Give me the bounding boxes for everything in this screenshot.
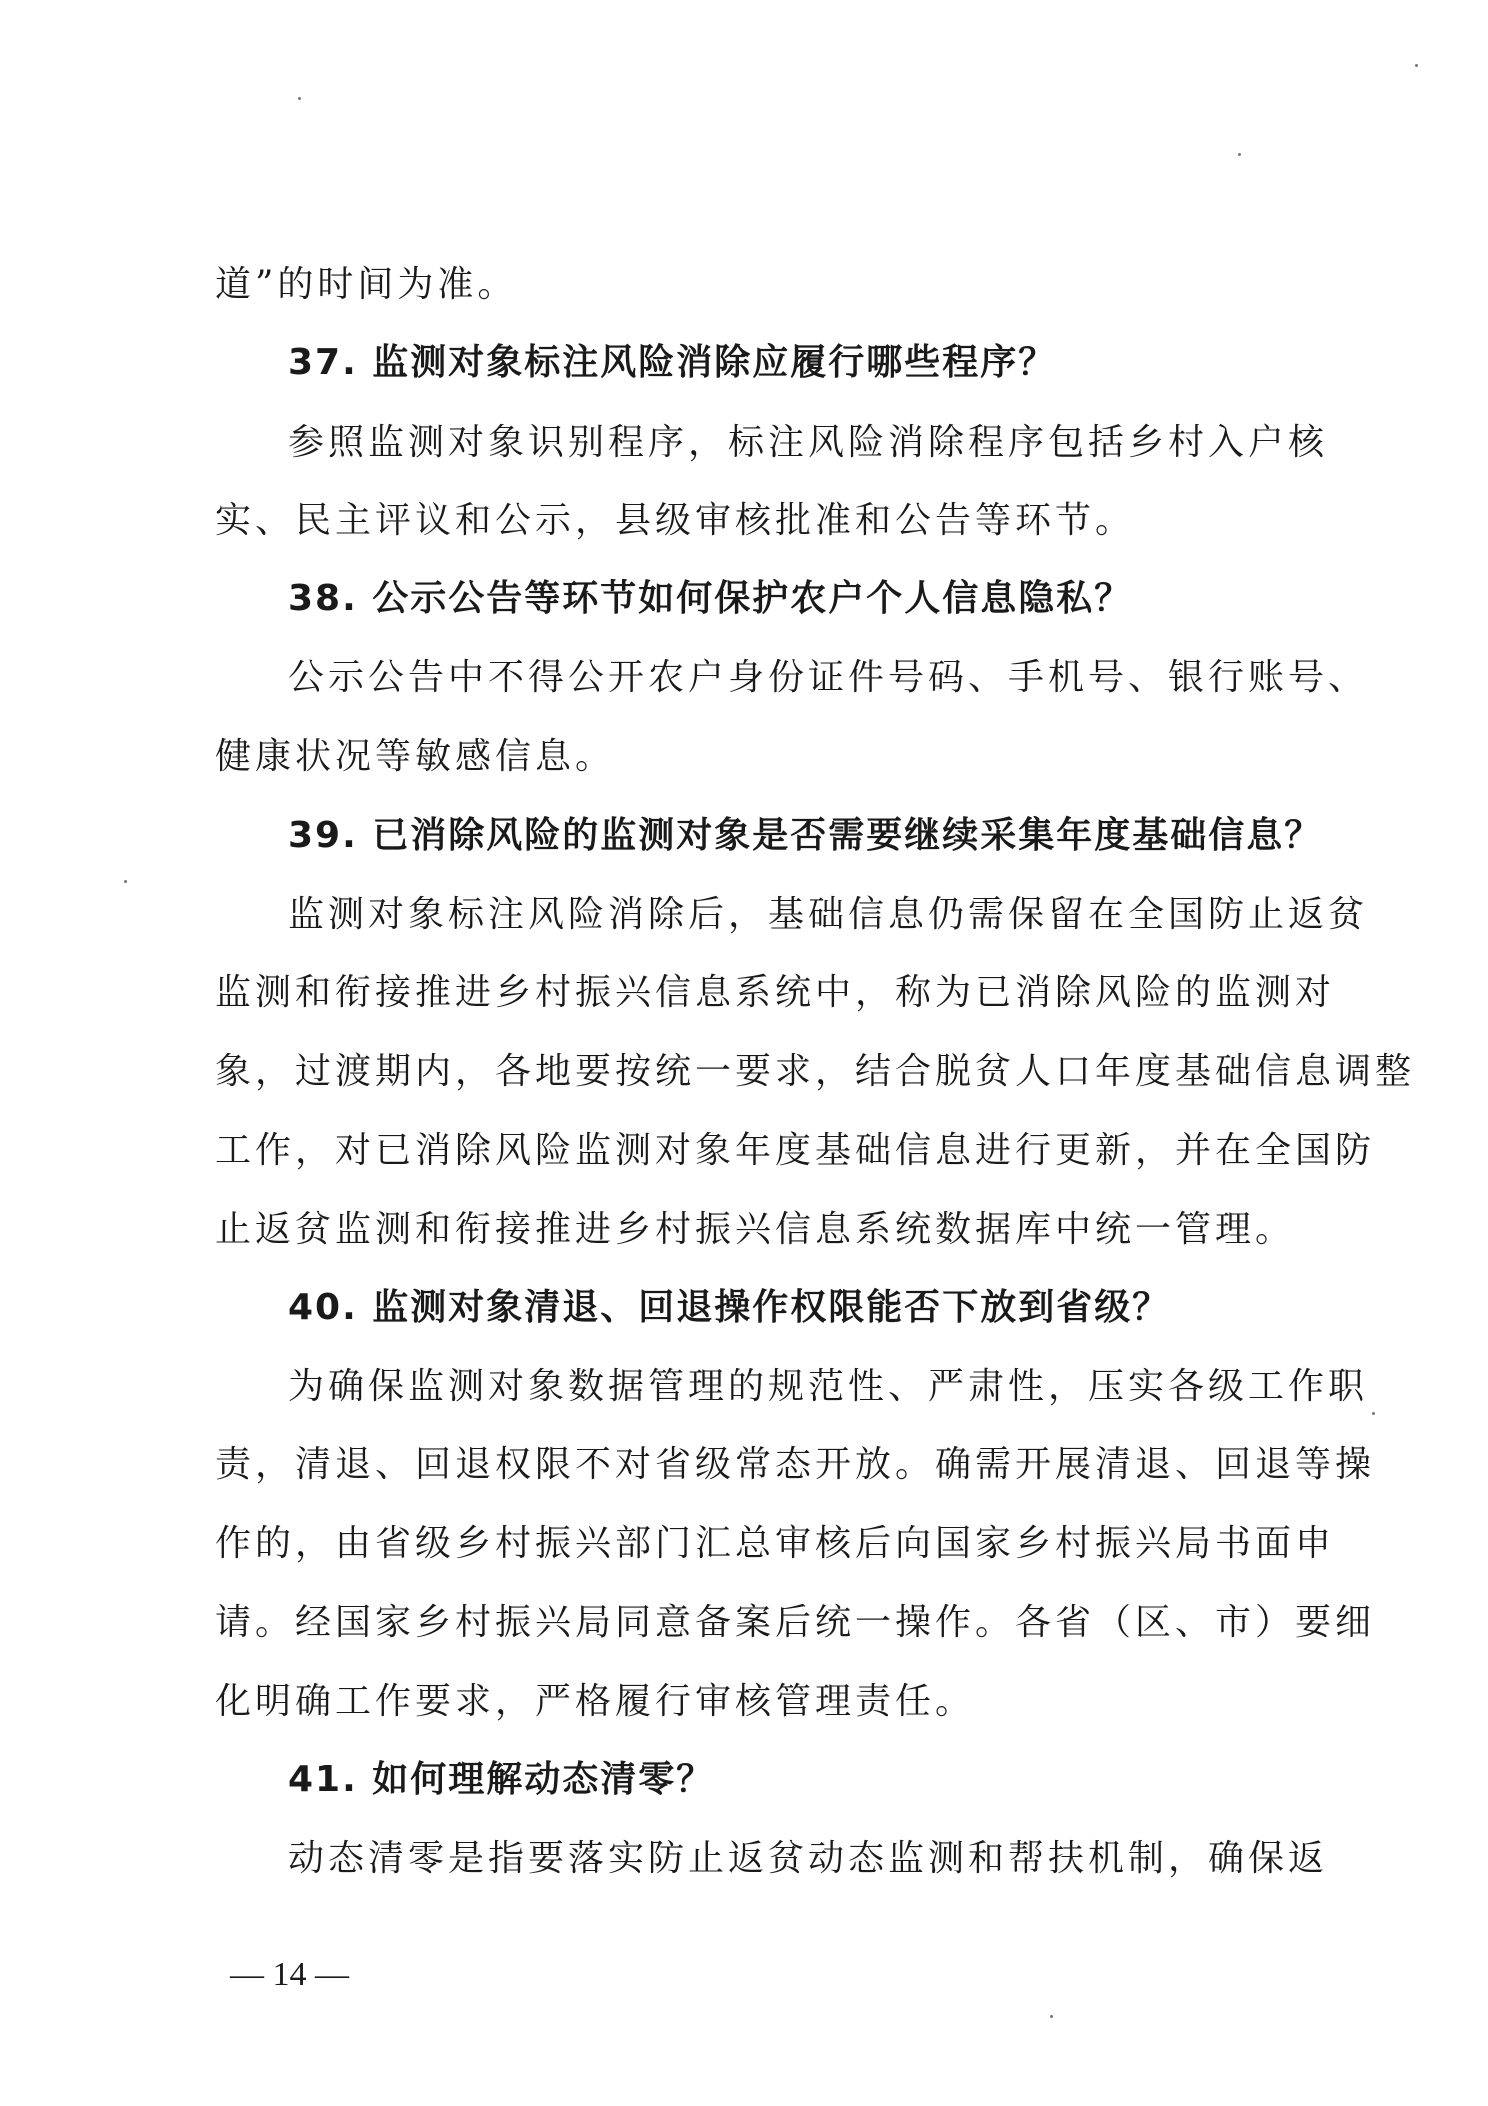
body-text-line: 监测对象标注风险消除后，基础信息仍需保留在全国防止返贫 (288, 894, 1369, 935)
body-text-line: 为确保监测对象数据管理的规范性、严肃性，压实各级工作职 (288, 1366, 1369, 1407)
question-heading-39: 39. 已消除风险的监测对象是否需要继续采集年度基础信息？ (288, 815, 1323, 856)
question-heading-38: 38. 公示公告等环节如何保护农户个人信息隐私？ (288, 578, 1133, 619)
page-number: — 14 — (230, 1956, 349, 1993)
body-text-line: 动态清零是指要落实防止返贫动态监测和帮扶机制，确保返 (288, 1838, 1329, 1879)
scan-speck (1415, 64, 1418, 67)
body-text-line: 止返贫监测和衔接推进乡村振兴信息系统数据库中统一管理。 (215, 1209, 1296, 1250)
scan-speck (1372, 1412, 1375, 1415)
body-text-line: 请。经国家乡村振兴局同意备案后统一操作。各省（区、市）要细 (215, 1602, 1376, 1643)
body-text-line: 监测和衔接推进乡村振兴信息系统中，称为已消除风险的监测对 (215, 972, 1336, 1013)
scan-speck (298, 97, 301, 100)
body-text-line: 工作，对已消除风险监测对象年度基础信息进行更新，并在全国防 (215, 1130, 1376, 1171)
question-heading-41: 41. 如何理解动态清零？ (288, 1759, 715, 1800)
body-text-line: 健康状况等敏感信息。 (215, 736, 616, 777)
question-heading-37: 37. 监测对象标注风险消除应履行哪些程序？ (288, 342, 1057, 383)
body-text-line: 参照监测对象识别程序，标注风险消除程序包括乡村入户核 (288, 422, 1329, 463)
body-text-line: 公示公告中不得公开农户身份证件号码、手机号、银行账号、 (288, 657, 1369, 698)
body-text-line: 象，过渡期内，各地要按统一要求，结合脱贫人口年度基础信息调整 (215, 1051, 1416, 1092)
scan-speck (1238, 153, 1241, 156)
scan-speck (1050, 2015, 1053, 2018)
scan-speck (124, 880, 127, 883)
body-text-line: 责，清退、回退权限不对省级常态开放。确需开展清退、回退等操 (215, 1444, 1376, 1485)
body-text-line: 道”的时间为准。 (215, 264, 518, 305)
body-text-line: 作的，由省级乡村振兴部门汇总审核后向国家乡村振兴局书面申 (215, 1523, 1336, 1564)
body-text-line: 化明确工作要求，严格履行审核管理责任。 (215, 1681, 976, 1722)
body-text-line: 实、民主评议和公示，县级审核批准和公告等环节。 (215, 500, 1136, 541)
question-heading-40: 40. 监测对象清退、回退操作权限能否下放到省级？ (288, 1287, 1171, 1328)
